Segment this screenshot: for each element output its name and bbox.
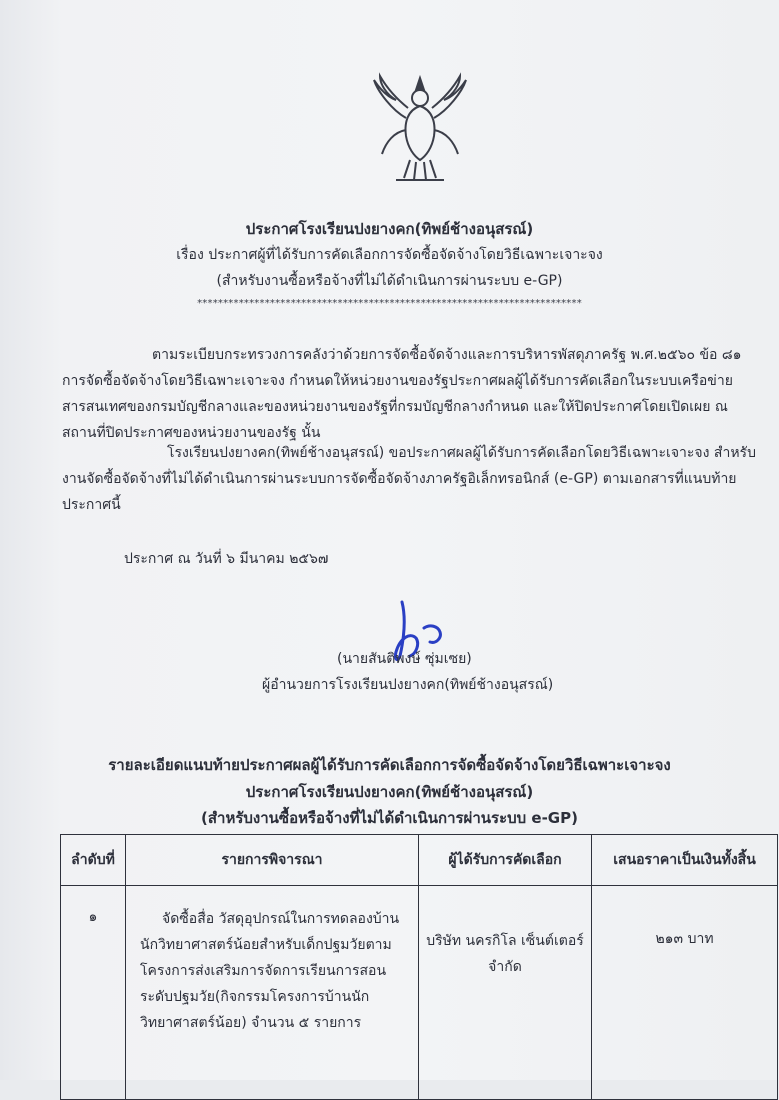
attachment-note: (สำหรับงานซื้อหรือจ้างที่ไม่ได้ดำเนินการผ่านระบบ e-GP) [201,809,578,827]
announcement-subject: เรื่อง ประกาศผู้ที่ได้รับการคัดเลือกการจัดซื้อจัดจ้างโดยวิธีเฉพาะเจาะจง [176,247,603,263]
row-item-text: จัดซื้อสื่อ วัสดุอุปกรณ์ในการทดลองบ้านนักวิทยาศาสตร์น้อยสำหรับเด็กปฐมวัยตามโครงการส่งเสริมการจัดการเรียนการสอนระดับปฐมวัย(กิจกรรมโครงการบ้านนักวิทยาศาสตร์น้อย) จำนวน ๕ รายการ [140,911,400,1031]
garuda-emblem-icon [360,70,480,190]
results-table [60,834,778,1100]
row-winner: บริษัท นครกิโล เซ็นต์เตอร์ จำกัด [419,886,592,1100]
announcement-title: ประกาศโรงเรียนปงยางคก(ทิพย์ช้างอนุสรณ์) [245,220,534,238]
row-item [126,886,419,1100]
signer-name: (นายสันติพงษ์ ซุ่มเซย) [337,651,472,667]
table-row [61,886,778,1100]
announcement-date: ประกาศ ณ วันที่ ๖ มีนาคม ๒๕๖๗ [124,551,329,567]
table-header-row [61,835,778,886]
signer-position: ผู้อำนวยการโรงเรียนปงยางคก(ทิพย์ช้างอนุสรณ์) [262,677,554,693]
attachment-title: รายละเอียดแนบท้ายประกาศผลผู้ได้รับการคัดเลือกการจัดซื้อจัดจ้างโดยวิธีเฉพาะเจาะจง [108,756,671,774]
column-header: ผู้ได้รับการคัดเลือก [419,835,592,886]
attachment-school: ประกาศโรงเรียนปงยางคก(ทิพย์ช้างอนุสรณ์) [245,783,534,801]
column-header: รายการพิจารณา [126,835,419,886]
announcement-subject-note: (สำหรับงานซื้อหรือจ้างที่ไม่ได้ดำเนินการผ่านระบบ e-GP) [216,273,563,289]
column-header: ลำดับที่ [61,835,126,886]
row-price: ๒๑๓ บาท [592,886,778,1100]
row-number: ๑ [61,886,126,1100]
star-divider: ************************************************************************** [197,298,582,309]
body-paragraph-1: ตามระเบียบกระทรวงการคลังว่าด้วยการจัดซื้อจัดจ้างและการบริหารพัสดุภาครัฐ พ.ศ.๒๕๖๐ ข้อ ๘๑ การจัดซื้อจัดจ้างโดยวิธีเฉพาะเจาะจง กำหนดให้หน่วยงานของรัฐประกาศผลผู้ได้รับการคัดเลือกในระบบเครือข่ายสารสนเทศของกรมบัญชีกลางและของหน่วยงานของรัฐที่กรมบัญชีกลางกำหนด และให้ปิดประกาศโดยเปิดเผย ณ สถานที่ปิดประกาศของหน่วยงานของรัฐ นั้น [62,347,742,441]
column-header: เสนอราคาเป็นเงินทั้งสิ้น [592,835,778,886]
body-paragraph-2: โรงเรียนปงยางคก(ทิพย์ช้างอนุสรณ์) ขอประกาศผลผู้ได้รับการคัดเลือกโดยวิธีเฉพาะเจาะจง สำหรับงานจัดซื้อจัดจ้างที่ไม่ได้ดำเนินการผ่านระบบการจัดซื้อจัดจ้างภาครัฐอิเล็กทรอนิกส์ (e-GP) ตามเอกสารที่แนบท้ายประกาศนี้ [62,445,756,513]
